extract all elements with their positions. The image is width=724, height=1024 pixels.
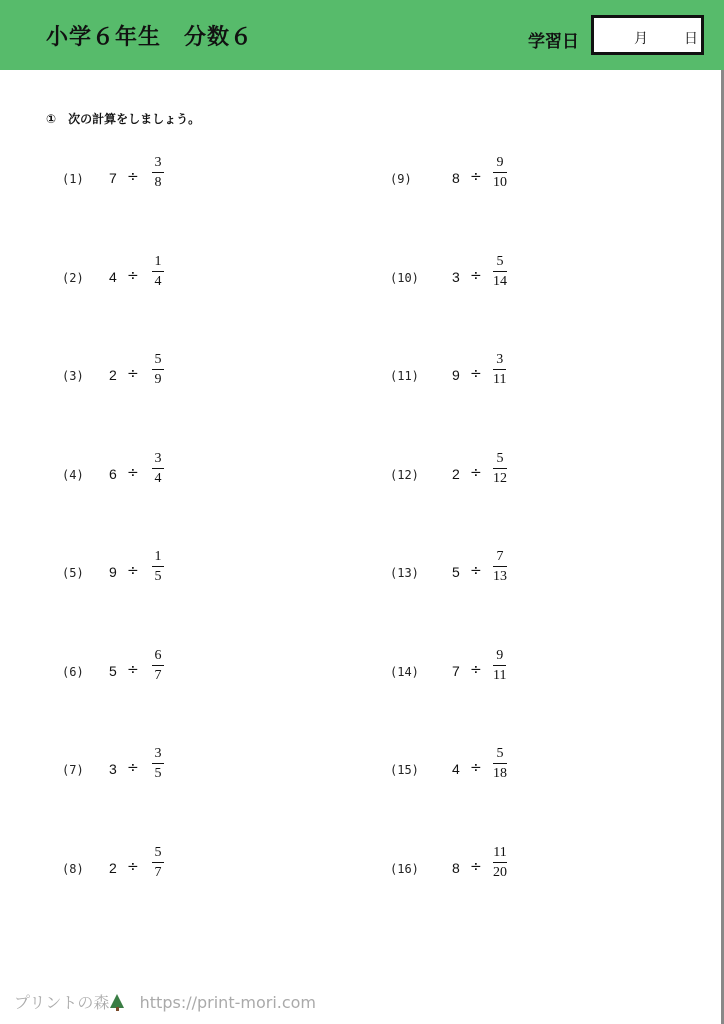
header-bar	[0, 0, 724, 70]
denominator: 14	[493, 273, 507, 289]
numerator: 9	[496, 647, 504, 663]
denominator: 12	[493, 470, 507, 486]
numerator: 3	[154, 155, 162, 170]
denominator: 4	[154, 273, 162, 289]
problem-item	[62, 352, 362, 397]
divide-sign: ÷	[470, 760, 482, 776]
denominator: 18	[493, 766, 507, 781]
numerator: 3	[496, 352, 504, 367]
fraction-bar	[152, 369, 164, 370]
date-label: 学習日	[528, 32, 579, 52]
divide-sign: ÷	[127, 563, 139, 579]
fraction	[493, 548, 507, 585]
fraction-bar	[493, 172, 507, 173]
instruction: ① 次の計算をしましょう。	[46, 112, 201, 126]
numerator: 5	[496, 253, 504, 269]
divide-sign: ÷	[470, 858, 482, 875]
dividend: 8	[452, 859, 460, 876]
problem-number: (6)	[62, 664, 84, 679]
denominator: 7	[154, 667, 162, 683]
divide-sign: ÷	[470, 661, 482, 678]
divide-sign: ÷	[470, 169, 482, 185]
problem-item	[62, 647, 362, 693]
dividend: 9	[109, 564, 117, 580]
fraction-bar	[152, 665, 164, 666]
problem-item	[62, 253, 362, 299]
fraction-bar	[493, 665, 506, 666]
fraction	[493, 154, 507, 191]
fraction	[493, 844, 507, 881]
footer	[14, 990, 316, 1013]
problem-number: (8)	[62, 861, 84, 876]
fraction-bar	[152, 566, 164, 567]
numerator: 7	[496, 549, 504, 564]
fraction	[152, 154, 164, 191]
dividend: 2	[109, 367, 117, 383]
fraction	[152, 351, 164, 388]
fraction-bar	[152, 172, 164, 173]
page-title: 小学６年生 分数６	[46, 25, 254, 50]
problem-number: (13)	[390, 566, 419, 580]
fraction	[152, 450, 164, 487]
denominator: 7	[154, 864, 162, 880]
dividend: 5	[109, 662, 117, 679]
dividend: 2	[109, 859, 117, 876]
numerator: 6	[154, 647, 162, 663]
fraction-bar	[152, 468, 164, 469]
dividend: 8	[452, 170, 460, 186]
dividend: 9	[452, 367, 460, 383]
dividend: 4	[452, 761, 460, 777]
problem-item	[390, 844, 690, 890]
divide-sign: ÷	[470, 563, 482, 579]
fraction	[493, 351, 506, 388]
fraction	[493, 647, 506, 684]
problem-number: (15)	[390, 763, 419, 777]
problem-number: (14)	[390, 664, 419, 679]
fraction-bar	[493, 271, 507, 272]
divide-sign: ÷	[127, 661, 139, 678]
problem-number: (1)	[62, 172, 84, 186]
divide-sign: ÷	[127, 858, 139, 875]
numerator: 3	[154, 746, 162, 761]
fraction-bar	[493, 468, 507, 469]
problem-number: (2)	[62, 270, 84, 285]
footer-url[interactable]: https://print-mori.com	[139, 993, 317, 1012]
day-label: 日	[684, 31, 698, 47]
dividend: 4	[109, 268, 117, 285]
problem-number: (12)	[390, 467, 419, 482]
dividend: 3	[109, 761, 117, 777]
denominator: 5	[154, 569, 162, 584]
denominator: 11	[493, 372, 507, 387]
fraction-bar	[493, 369, 506, 370]
dividend: 6	[109, 465, 117, 482]
dividend: 2	[452, 465, 460, 482]
problem-number: (16)	[390, 861, 419, 876]
denominator: 10	[493, 175, 507, 190]
problem-number: (9)	[390, 172, 412, 186]
fraction	[152, 548, 164, 585]
problem-item	[390, 253, 690, 299]
problem-item	[62, 450, 362, 496]
divide-sign: ÷	[470, 267, 482, 284]
denominator: 8	[154, 175, 162, 190]
month-label: 月	[634, 31, 648, 47]
footer-brand: プリントの森	[14, 993, 110, 1012]
fraction-bar	[493, 566, 507, 567]
date-field[interactable]	[591, 15, 704, 55]
problem-item	[62, 155, 362, 200]
fraction-bar	[493, 763, 507, 764]
denominator: 11	[493, 667, 507, 683]
problem-item	[62, 746, 362, 791]
problem-item	[390, 155, 690, 200]
fraction	[493, 253, 507, 290]
divide-sign: ÷	[127, 169, 139, 185]
problem-number: (7)	[62, 763, 84, 777]
numerator: 5	[154, 352, 162, 367]
numerator: 9	[496, 155, 504, 170]
denominator: 4	[154, 470, 162, 486]
fraction	[493, 745, 507, 782]
fraction-bar	[152, 271, 164, 272]
problem-number: (10)	[390, 270, 419, 285]
divide-sign: ÷	[127, 366, 139, 382]
divide-sign: ÷	[127, 267, 139, 284]
denominator: 5	[154, 766, 162, 781]
numerator: 1	[154, 253, 162, 269]
problem-item	[390, 450, 690, 496]
fraction-bar	[152, 763, 164, 764]
divide-sign: ÷	[470, 464, 482, 481]
fraction	[152, 745, 164, 782]
problem-item	[390, 746, 690, 791]
divide-sign: ÷	[127, 760, 139, 776]
numerator: 11	[493, 844, 507, 860]
numerator: 5	[496, 450, 504, 466]
problem-item	[390, 647, 690, 693]
dividend: 7	[452, 662, 460, 679]
denominator: 9	[154, 372, 162, 387]
divide-sign: ÷	[470, 366, 482, 382]
fraction-bar	[152, 862, 164, 863]
problem-number: (4)	[62, 467, 84, 482]
fraction	[152, 253, 164, 290]
dividend: 5	[452, 564, 460, 580]
problem-item	[390, 352, 690, 397]
fraction-bar	[493, 862, 507, 863]
divide-sign: ÷	[127, 464, 139, 481]
numerator: 1	[154, 549, 162, 564]
dividend: 7	[109, 170, 117, 186]
tree-icon	[110, 994, 124, 1010]
problem-item	[62, 549, 362, 594]
problem-number: (11)	[390, 369, 419, 383]
dividend: 3	[452, 268, 460, 285]
numerator: 5	[496, 746, 504, 761]
fraction	[493, 450, 507, 487]
fraction	[152, 647, 164, 684]
problem-number: (3)	[62, 369, 84, 383]
problem-item	[390, 549, 690, 594]
problem-item	[62, 844, 362, 890]
numerator: 3	[154, 450, 162, 466]
denominator: 13	[493, 569, 507, 584]
numerator: 5	[154, 844, 162, 860]
denominator: 20	[493, 864, 507, 880]
fraction	[152, 844, 164, 881]
problem-number: (5)	[62, 566, 84, 580]
